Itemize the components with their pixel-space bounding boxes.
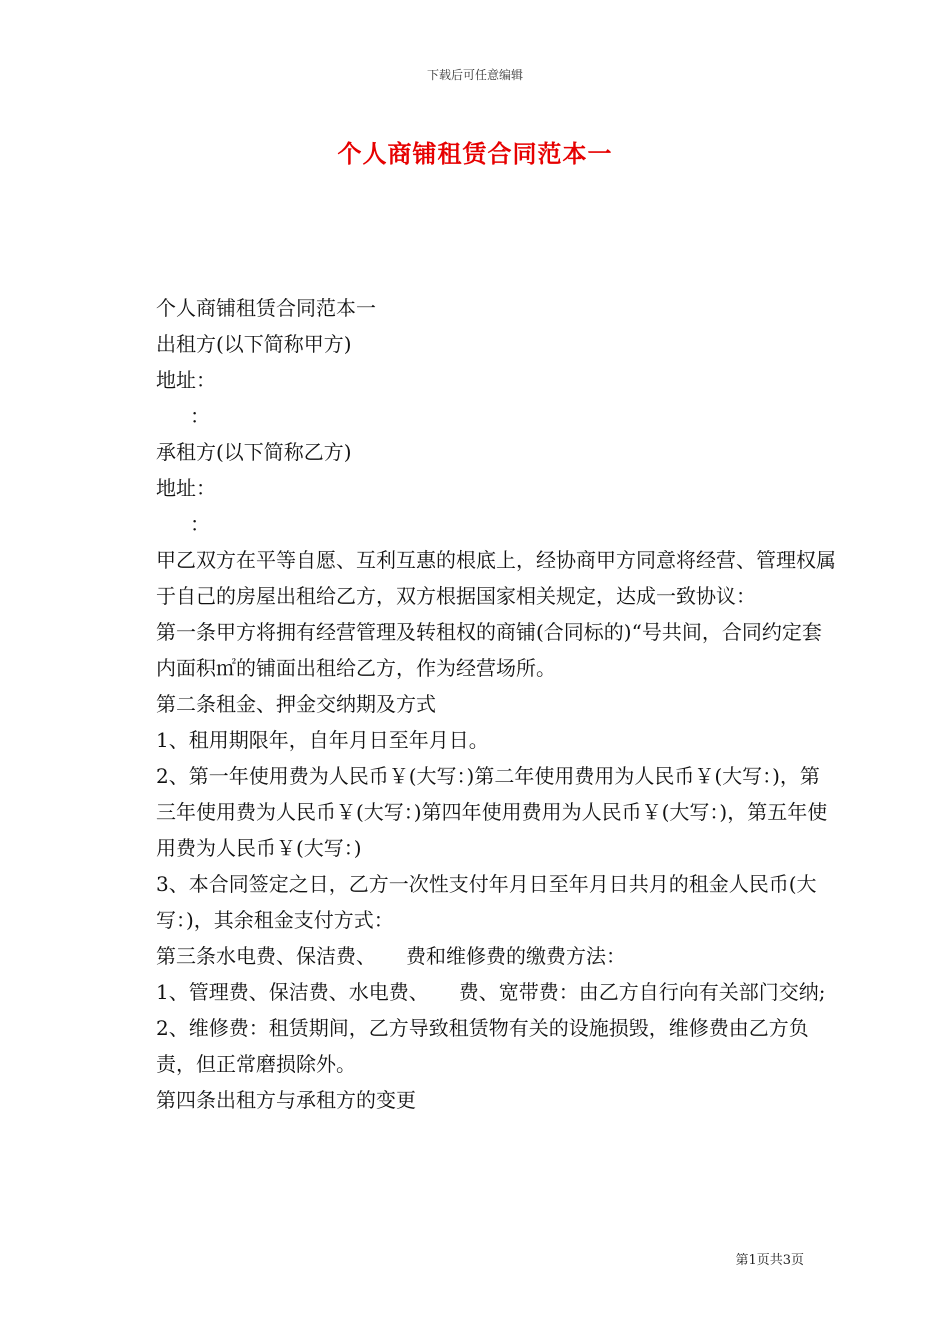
paragraph: 1、租用期限年，自年月日至年月日。 (156, 728, 489, 752)
paragraph: 出租方(以下简称甲方) (156, 332, 352, 356)
header-note: 下载后可任意编辑 (426, 68, 523, 82)
paragraph: ： (190, 512, 210, 536)
paragraph: 第二条租金、押金交纳期及方式 (156, 692, 436, 716)
page-footer: 第1页共3页 (735, 1253, 804, 1268)
paragraph: 2、第一年使用费为人民币￥(大写：)第二年使用费用为人民币￥(大写：)，第三年使用费为人民币￥(大写：)第四年使用费用为人民币￥(大写：)，第五年使用费为人民币￥(大写：) (156, 764, 828, 860)
paragraph: 个人商铺租赁合同范本一 (156, 296, 376, 320)
paragraph: 承租方(以下简称乙方) (156, 440, 352, 464)
paragraph: 第一条甲方将拥有经营管理及转租权的商铺(合同标的)“号共间，合同约定套内面积㎡的铺面出租给乙方，作为经营场所。 (156, 620, 822, 680)
paragraph: 地址： (156, 476, 216, 500)
paragraph: 2、维修费：租赁期间，乙方导致租赁物有关的设施损毁，维修费由乙方负责，但正常磨损除外。 (156, 1016, 809, 1076)
paragraph: 甲乙双方在平等自愿、互利互惠的根底上，经协商甲方同意将经营、管理权属于自己的房屋出租给乙方，双方根据国家相关规定，达成一致协议： (156, 548, 836, 608)
document-title: 个人商铺租赁合同范本一 (337, 139, 613, 168)
paragraph: 1、管理费、保洁费、水电费、 费、宽带费：由乙方自行向有关部门交纳; (156, 980, 826, 1004)
paragraph: 地址： (156, 368, 216, 392)
paragraph: 第三条水电费、保洁费、 费和维修费的缴费方法： (156, 944, 626, 968)
paragraph: 3、本合同签定之日，乙方一次性支付年月日至年月日共月的租金人民币(大写：)，其余租金支付方式： (156, 872, 817, 932)
document-body (146, 290, 836, 1118)
paragraph: ： (190, 404, 210, 428)
paragraph: 第四条出租方与承租方的变更 (156, 1088, 416, 1112)
